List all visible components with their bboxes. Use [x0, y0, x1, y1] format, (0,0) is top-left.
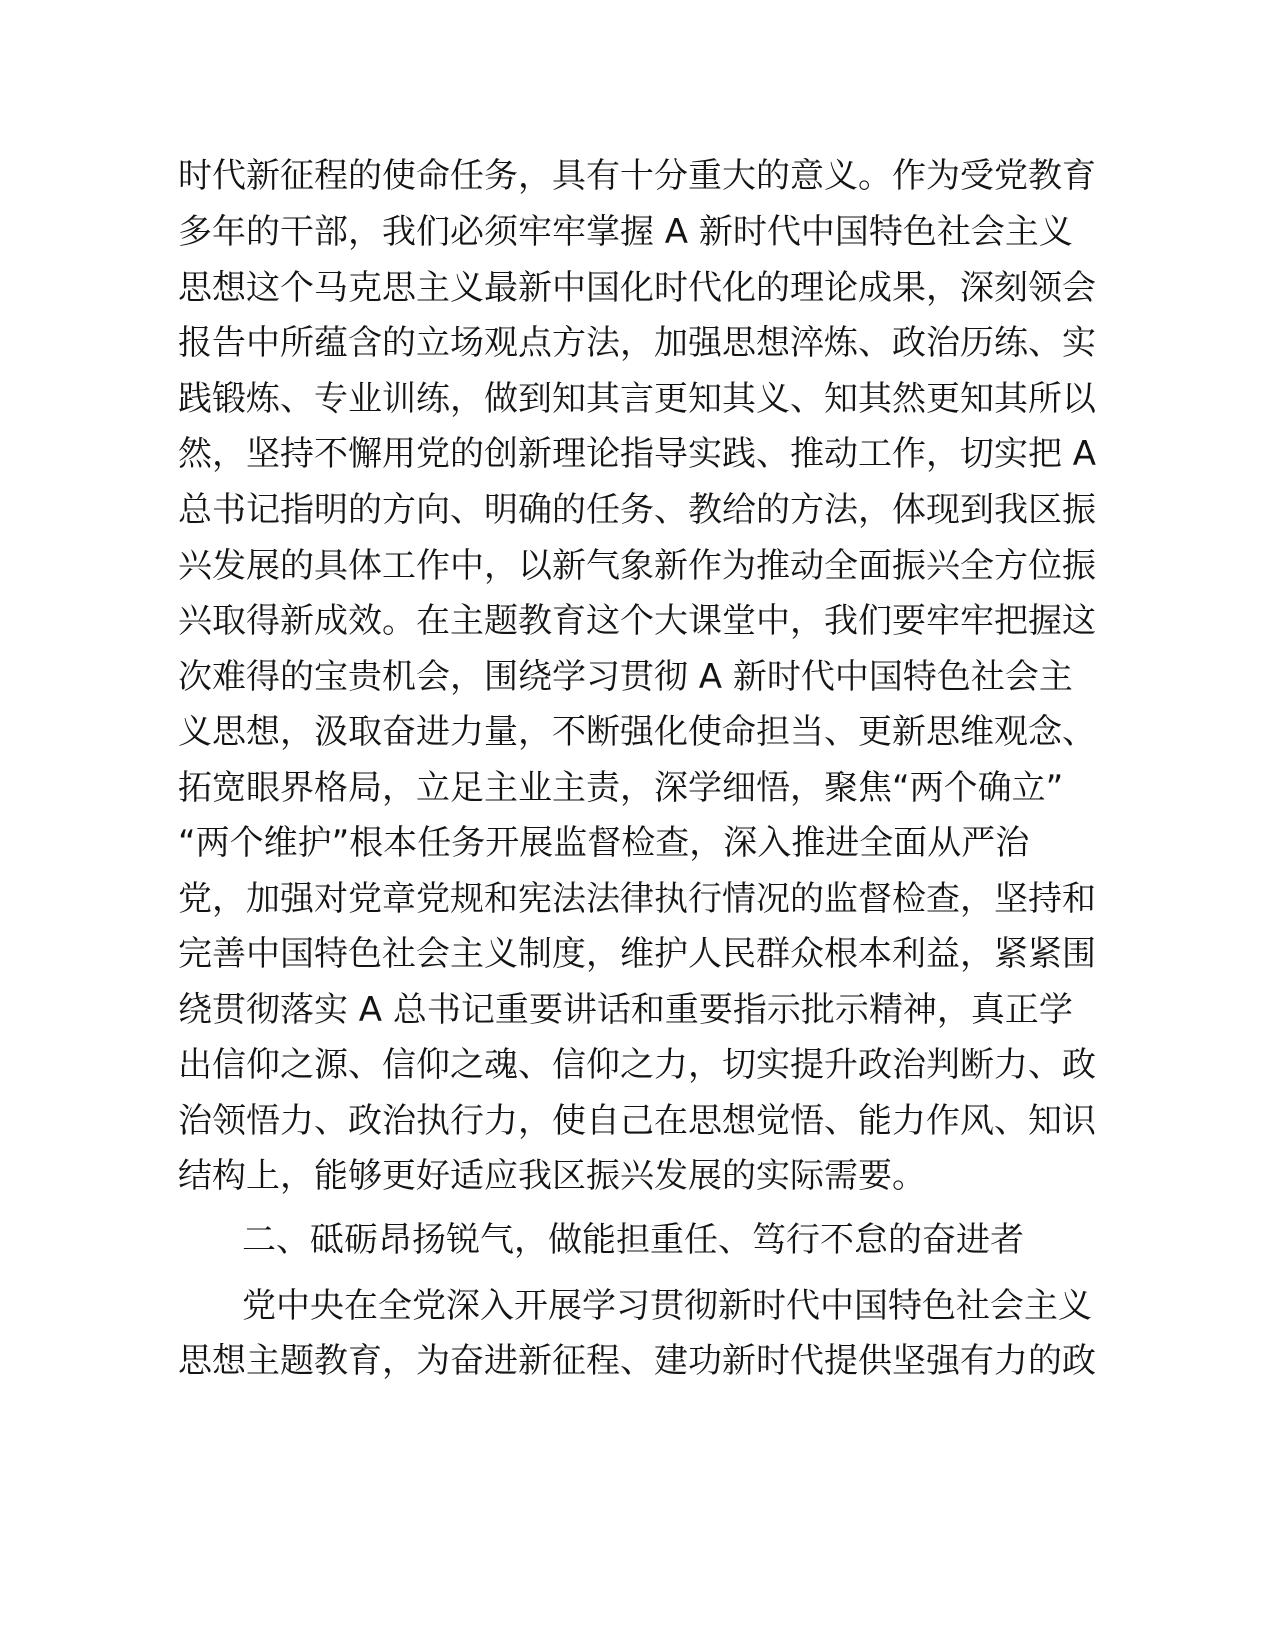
paragraph-line-10: 次难得的宝贵机会，围绕学习贯彻 A 新时代中国特色社会主 [178, 657, 1073, 697]
paragraph-line-20: 党中央在全党深入开展学习贯彻新时代中国特色社会主义 [242, 1286, 1092, 1326]
paragraph-line-12: 拓宽眼界格局，立足主业主责，深学细悟，聚焦“两个确立” [178, 768, 1064, 808]
paragraph-line-7: 总书记指明的方向、明确的任务、教给的方法，体现到我区振 [178, 490, 1096, 530]
paragraph-line-3: 思想这个马克思主义最新中国化时代化的理论成果，深刻领会 [178, 268, 1096, 308]
paragraph-line-17: 出信仰之源、信仰之魂、信仰之力，切实提升政治判断力、政 [178, 1045, 1096, 1085]
paragraph-line-16: 绕贯彻落实 A 总书记重要讲话和重要指示批示精神，真正学 [178, 990, 1073, 1030]
paragraph-line-5: 践锻炼、专业训练，做到知其言更知其义、知其然更知其所以 [178, 379, 1096, 419]
paragraph-line-1: 时代新征程的使命任务，具有十分重大的意义。作为受党教育 [178, 156, 1096, 196]
section-heading: 二、砥砺昂扬锐气，做能担重任、笃行不怠的奋进者 [242, 1220, 1024, 1260]
paragraph-line-2: 多年的干部，我们必须牢牢掌握 A 新时代中国特色社会主义 [178, 212, 1073, 252]
paragraph-line-18: 治领悟力、政治执行力，使自己在思想觉悟、能力作风、知识 [178, 1101, 1096, 1141]
paragraph-line-19: 结构上，能够更好适应我区振兴发展的实际需要。 [178, 1156, 926, 1196]
paragraph-line-15: 完善中国特色社会主义制度，维护人民群众根本利益，紧紧围 [178, 934, 1096, 974]
paragraph-line-11: 义思想，汲取奋进力量，不断强化使命担当、更新思维观念、 [178, 712, 1096, 752]
paragraph-line-13: “两个维护”根本任务开展监督检查，深入推进全面从严治 [178, 823, 1030, 863]
paragraph-line-14: 党，加强对党章党规和宪法法律执行情况的监督检查，坚持和 [178, 879, 1096, 919]
paragraph-line-9: 兴取得新成效。在主题教育这个大课堂中，我们要牢牢把握这 [178, 601, 1096, 641]
paragraph-line-21: 思想主题教育，为奋进新征程、建功新时代提供坚强有力的政 [178, 1341, 1096, 1381]
paragraph-line-4: 报告中所蕴含的立场观点方法，加强思想淬炼、政治历练、实 [178, 323, 1096, 363]
paragraph-line-6: 然，坚持不懈用党的创新理论指导实践、推动工作，切实把 A [178, 434, 1097, 474]
paragraph-line-8: 兴发展的具体工作中，以新气象新作为推动全面振兴全方位振 [178, 546, 1096, 586]
